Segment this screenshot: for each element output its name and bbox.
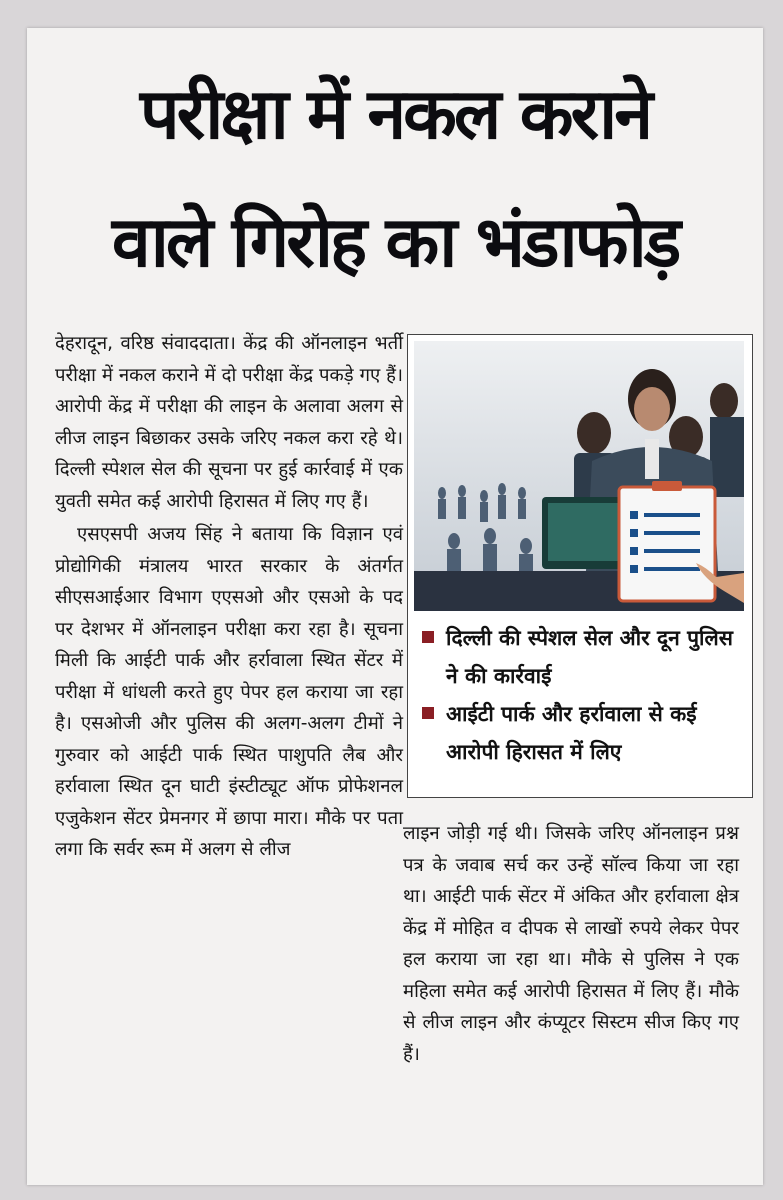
article-paragraph: देहरादून, वरिष्ठ संवाददाता। केंद्र की ऑनलाइन भर्ती परीक्षा में नकल कराने में दो परीक्षा केंद्र पकड़े गए हैं। आरोपी केंद्र में परीक्षा की लाइन के अलावा अलग से लीज लाइन बिछाकर उसके जरिए नकल करा रहे थे। दिल्ली स्पेशल सेल की सूचना पर हुई कार्रवाई में एक युवती समेत कई आरोपी हिरासत में लिए गए हैं।: [55, 333, 403, 512]
headline-line-2: वाले गिरोह का भंडाफोड़: [111, 201, 679, 283]
highlight-item: [422, 695, 742, 771]
bullet-square-icon: [422, 707, 434, 719]
headline-line-1: परीक्षा में नकल कराने: [139, 73, 651, 155]
article-paragraph: लाइन जोड़ी गई थी। जिसके जरिए ऑनलाइन प्रश्न पत्र के जवाब सर्च कर उन्हें सॉल्व किया जा रहा था। आईटी पार्क सेंटर में अंकित और हर्रावाला क्षेत्र केंद्र में मोहित व दीपक से लाखों रुपये लेकर पेपर हल कराया जा रहा था। मौके से पुलिस ने एक महिला समेत कई आरोपी हिरासत में लिए हैं। मौके से लीज लाइन और कंप्यूटर सिस्टम सीज किए गए हैं।: [403, 823, 739, 1065]
article-paragraph: एसएसपी अजय सिंह ने बताया कि विज्ञान एवं प्रोद्योगिकी मंत्रालय भारत सरकार के अंतर्गत सीएसआईआर विभाग एएसओ और एसओ के पद पर देशभर में ऑनलाइन परीक्षा करा रहा है। सूचना मिली कि आईटी पार्क और हर्रावाला स्थित सेंटर में परीक्षा में धांधली करते हुए पेपर हल कराया जा रहा है। एसओजी और पुलिस की अलग-अलग टीमों ने गुरुवार को आईटी पार्क स्थित पाशुपति लैब और हर्रावाला स्थित दून घाटी इंस्टीट्यूट ऑफ प्रोफेशनल एजुकेशन सेंटर प्रेमनगर में छापा मारा। मौके पर पता लगा कि सर्वर रूम में अलग से लीज: [55, 524, 403, 860]
highlight-bullets: [422, 619, 742, 771]
exam-cheating-illustration: [414, 341, 744, 611]
bullet-square-icon: [422, 631, 434, 643]
highlight-text: आईटी पार्क और हर्रावाला से कई आरोपी हिरासत में लिए: [446, 702, 697, 764]
article-column-left: [55, 328, 403, 866]
newspaper-clipping: [27, 28, 763, 1185]
highlight-item: [422, 619, 742, 695]
news-photo: [414, 341, 744, 611]
photo-highlight-box: [407, 334, 753, 798]
highlight-text: दिल्ली की स्पेशल सेल और दून पुलिस ने की कार्रवाई: [446, 626, 733, 688]
article-column-right: [403, 818, 739, 1070]
